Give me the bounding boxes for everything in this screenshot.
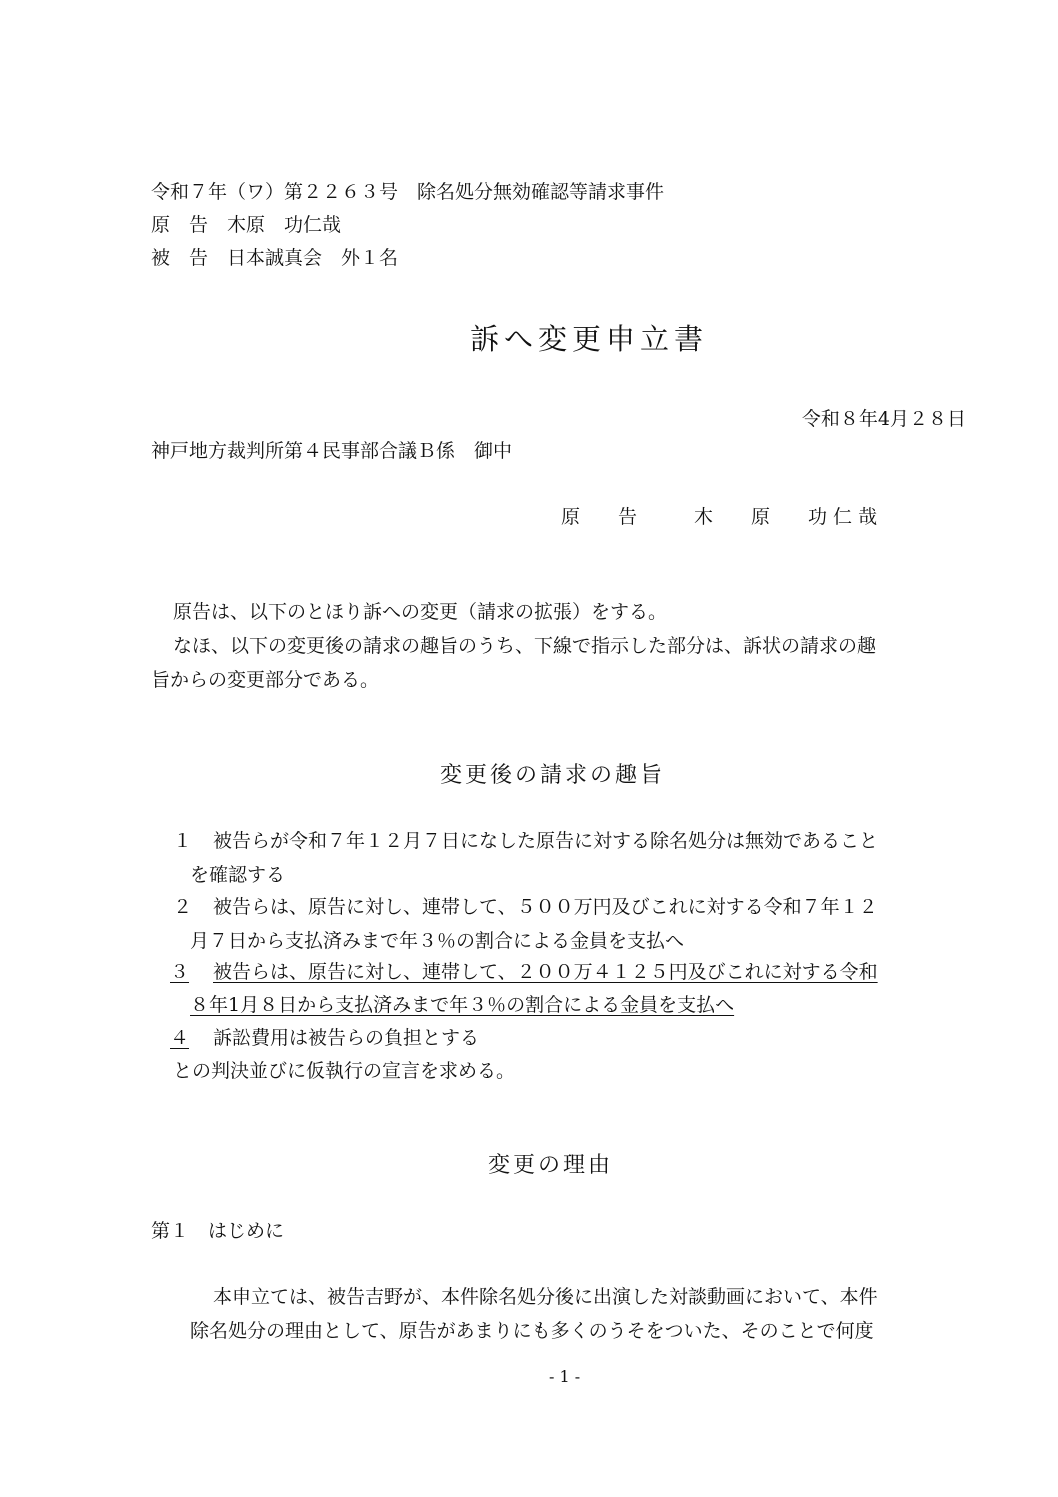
claim-1-line-2: を確認する <box>190 864 286 886</box>
claim-3-line-2: ８年1月８日から支払済みまで年３％の割合による金員を支払へ <box>190 994 735 1016</box>
claim-3-line-1: 被告らは、原告に対し、連帯して、２００万４１２５円及びこれに対する令和 <box>213 961 878 983</box>
defendant-line: 被 告 日本誠真会 外１名 <box>151 247 399 269</box>
claim-2-line-2: 月７日から支払済みまで年３％の割合による金員を支払へ <box>190 930 685 952</box>
plaintiff-signature: 原 告 木 原 功 仁 哉 <box>561 506 878 528</box>
case-number-line: 令和７年（ワ）第２２６３号 除名処分無効確認等請求事件 <box>151 181 665 203</box>
claim-2-line-1: 被告らは、原告に対し、連帯して、５００万円及びこれに対する令和７年１２ <box>213 896 878 918</box>
claim-3-number: ３ <box>170 961 190 983</box>
claim-1-number: １ <box>173 830 193 852</box>
reasons-heading: 変更の理由 <box>488 1153 614 1178</box>
filing-date: 令和８年4月２８日 <box>801 408 966 430</box>
section-1-line-1: 本申立ては、被告吉野が、本件除名処分後に出演した対談動画において、本件 <box>213 1286 878 1308</box>
page-number: - 1 - <box>549 1367 581 1386</box>
intro-paragraph-2-line-2: 旨からの変更部分である。 <box>151 669 380 691</box>
section-1-heading: 第１ はじめに <box>151 1220 285 1242</box>
claims-heading: 変更後の請求の趣旨 <box>440 763 666 788</box>
section-1-line-2: 除名処分の理由として、原告があまりにも多くのうそをついた、そのことで何度 <box>190 1320 874 1342</box>
claim-4-line-1: 訴訟費用は被告らの負担とする <box>213 1027 480 1049</box>
intro-paragraph-1: 原告は、以下のとほり訴への変更（請求の拡張）をする。 <box>173 601 668 623</box>
document-title: 訴へ変更申立書 <box>470 322 709 356</box>
plaintiff-line: 原 告 木原 功仁哉 <box>151 214 342 236</box>
court-addressee: 神戸地方裁判所第４民事部合議Ｂ係 御中 <box>151 440 513 462</box>
claims-closing: との判決並びに仮執行の宣言を求める。 <box>173 1060 516 1082</box>
claim-4-number: ４ <box>170 1027 190 1049</box>
claim-2-number: ２ <box>173 896 193 918</box>
claim-1-line-1: 被告らが令和７年１２月７日になした原告に対する除名処分は無効であること <box>213 830 879 852</box>
intro-paragraph-2-line-1: なほ、以下の変更後の請求の趣旨のうち、下線で指示した部分は、訴状の請求の趣 <box>173 635 877 657</box>
